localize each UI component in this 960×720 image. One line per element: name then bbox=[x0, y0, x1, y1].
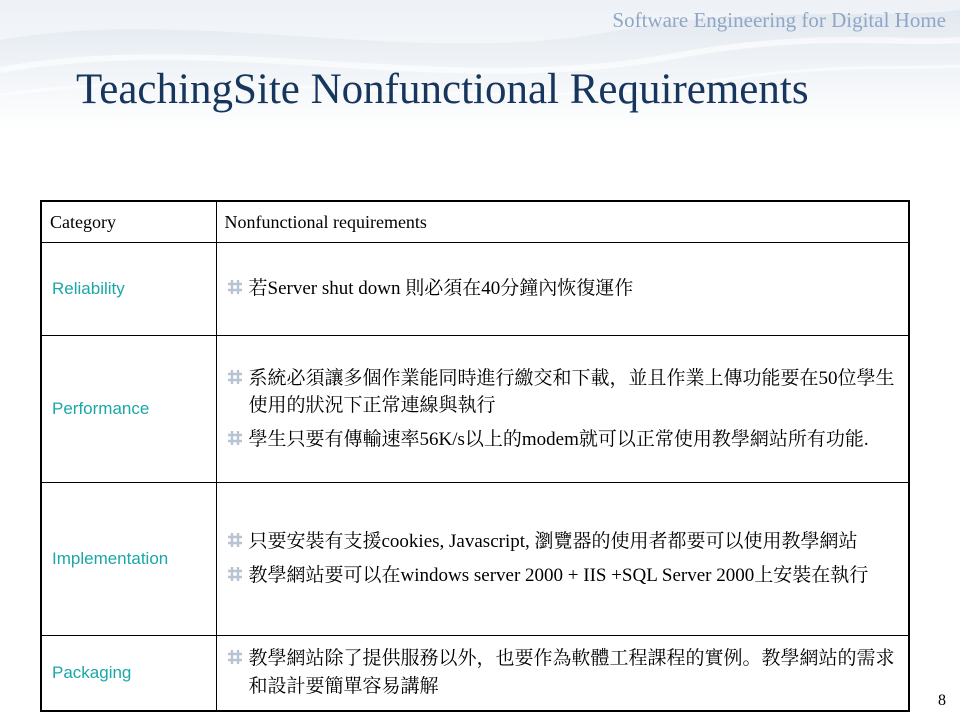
header-requirements: Nonfunctional requirements bbox=[216, 201, 909, 243]
requirements-cell bbox=[216, 636, 909, 712]
requirements-cell bbox=[216, 243, 909, 336]
table-row-packaging bbox=[41, 636, 909, 712]
category-packaging: Packaging bbox=[41, 636, 216, 712]
requirement-item bbox=[227, 426, 899, 454]
requirement-text: 學生只要有傳輸速率56K/s以上的modem就可以正常使用教學網站所有功能. bbox=[248, 428, 869, 450]
requirement-item bbox=[227, 562, 899, 590]
table-header-row bbox=[41, 201, 909, 243]
requirement-item bbox=[227, 528, 899, 556]
category-implementation: Implementation bbox=[41, 483, 216, 636]
hash-bullet-icon bbox=[227, 532, 243, 548]
slide-title: TeachingSite Nonfunctional Requirements bbox=[76, 66, 809, 113]
course-caption: Software Engineering for Digital Home bbox=[612, 8, 946, 32]
hash-bullet-icon bbox=[227, 566, 243, 582]
hash-bullet-icon bbox=[227, 279, 243, 295]
hash-bullet-icon bbox=[227, 649, 243, 665]
requirement-text: 只要安裝有支援cookies, Javascript, 瀏覽器的使用者都要可以使用教學網站 bbox=[248, 531, 858, 553]
hash-bullet-icon bbox=[227, 369, 243, 385]
header-category: Category bbox=[41, 201, 216, 243]
requirement-text: 若Server shut down 則必須在40分鐘內恢復運作 bbox=[248, 278, 634, 300]
page-number: 8 bbox=[938, 692, 946, 709]
table-row-performance bbox=[41, 336, 909, 483]
requirement-text: 教學網站要可以在windows server 2000 + IIS +SQL Server 2000上安裝在執行 bbox=[248, 565, 869, 586]
category-reliability: Reliability bbox=[41, 243, 216, 336]
requirement-text: 系統必須讓多個作業能同時進行繳交和下載，並且作業上傳功能要在50位學生使用的狀況下正常連線與執行 bbox=[248, 367, 895, 417]
hash-bullet-icon bbox=[227, 430, 243, 446]
table-row-implementation bbox=[41, 483, 909, 636]
table-row-reliability bbox=[41, 243, 909, 336]
requirement-item bbox=[227, 365, 899, 420]
requirement-item bbox=[227, 645, 899, 700]
requirements-cell bbox=[216, 483, 909, 636]
requirements-table bbox=[40, 200, 910, 712]
requirement-item bbox=[227, 275, 899, 303]
requirements-cell bbox=[216, 336, 909, 483]
category-performance: Performance bbox=[41, 336, 216, 483]
requirement-text: 教學網站除了提供服務以外，也要作為軟體工程課程的實例。教學網站的需求和設計要簡單容易講解 bbox=[248, 648, 895, 697]
